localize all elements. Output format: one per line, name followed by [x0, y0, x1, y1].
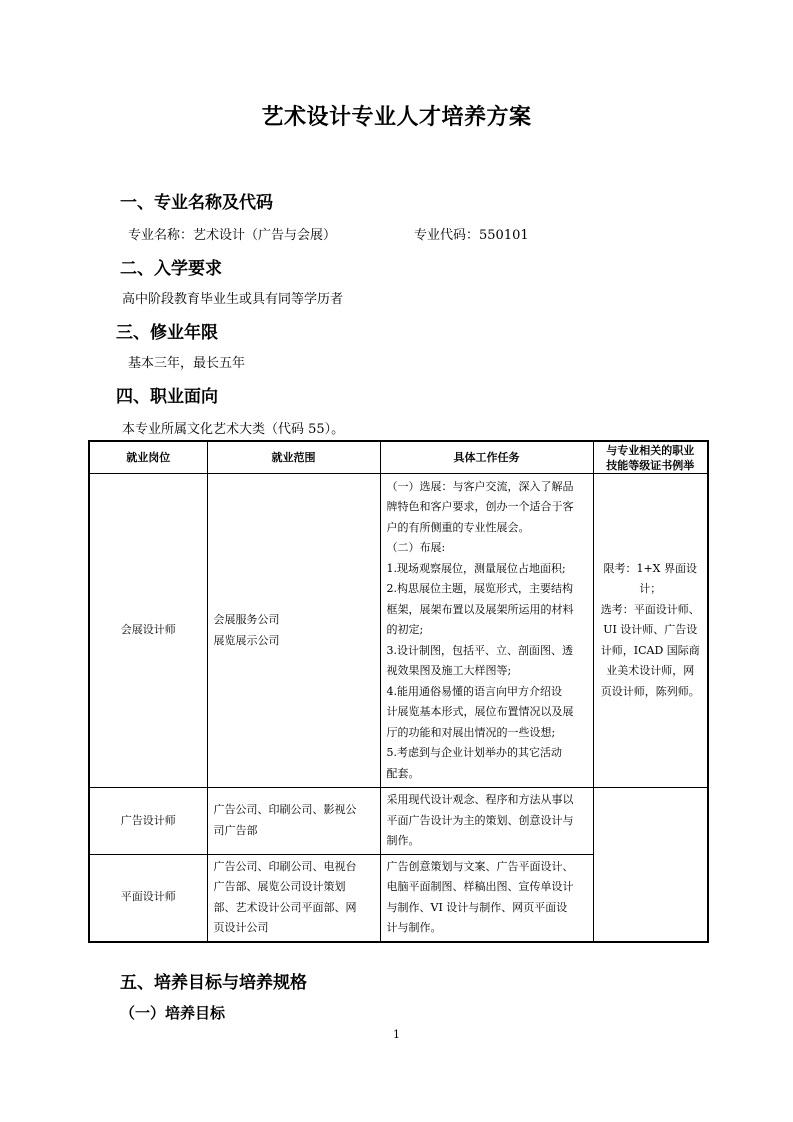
page-number: 1	[393, 1028, 400, 1041]
section-5-heading: 五、培养目标与培养规格	[120, 973, 307, 993]
category-text: 本专业所属文化艺术大类（代码 55）。	[122, 422, 345, 437]
table-row	[89, 854, 708, 942]
header-scope: 就业范围	[207, 441, 380, 474]
section-3-heading: 三、修业年限	[116, 323, 218, 343]
page-title: 艺术设计专业人才培养方案	[261, 105, 532, 130]
header-tasks: 具体工作任务	[380, 441, 593, 474]
duration-text: 基本三年，最长五年	[128, 356, 246, 371]
tasks-cell: 采用现代设计观念、程序和方法从事以 平面广告设计为主的策划、创意设计与 制作。	[380, 788, 593, 855]
cert-cell-empty	[593, 788, 708, 855]
section-1-heading: 一、专业名称及代码	[120, 193, 273, 213]
section-2-heading: 二、入学要求	[120, 259, 222, 279]
header-cert: 与专业相关的职业 技能等级证书例举	[593, 441, 708, 474]
tasks-cell: 广告创意策划与文案、广告平面设计、 电脑平面制图、样稿出图、宣传单设计 与制作、VI 设计与制作、网页平面设 计与制作。	[380, 854, 593, 942]
section-4-heading: 四、职业面向	[116, 387, 218, 407]
major-code: 专业代码：550101	[414, 228, 529, 243]
table-header-row	[89, 441, 708, 474]
header-post: 就业岗位	[89, 441, 207, 474]
career-table	[88, 440, 709, 943]
admission-text: 高中阶段教育毕业生或具有同等学历者	[122, 292, 344, 307]
scope-cell: 广告公司、印刷公司、电视台 广告部、展览公司设计策划 部、艺术设计公司平面部、网 页设计公司	[207, 854, 380, 942]
tasks-cell: （一）选展：与客户交流，深入了解品 牌特色和客户要求，创办一个适合于客 户的有所侧重的专业性展会。 （二）布展: 1.现场观察展位，测量展位占地面积; 2.构思展位主题，展览形式，主要结构 框架，展架布置以及展架所运用的材料 的初定; 3.设计制图，包括平、立、剖面图、透 视效果图及施工大样图等; 4.能用通俗易懂的语言向甲方介绍设 计展览基本形式，展位布置情况以及展 厅的功能和对展出情况的一些设想; 5.考虑到与企业计划举办的其它活动 配套。	[380, 474, 593, 788]
post-cell: 广告设计师	[89, 788, 207, 855]
post-cell: 平面设计师	[89, 854, 207, 942]
scope-cell: 会展服务公司 展览展示公司	[207, 474, 380, 788]
cert-cell: 限考：1+X 界面设 计； 选考：平面设计师、 UI 设计师、广告设 计师，ICAD 国际商 业美术设计师，网 页设计师，陈列师。	[593, 474, 708, 788]
cert-cell-empty	[593, 854, 708, 942]
post-cell: 会展设计师	[89, 474, 207, 788]
major-name: 专业名称：艺术设计（广告与会展）	[128, 228, 337, 243]
table-row	[89, 474, 708, 788]
table-row	[89, 788, 708, 855]
scope-cell: 广告公司、印刷公司、影视公 司广告部	[207, 788, 380, 855]
subsection-heading: （一）培养目标	[120, 1004, 226, 1022]
